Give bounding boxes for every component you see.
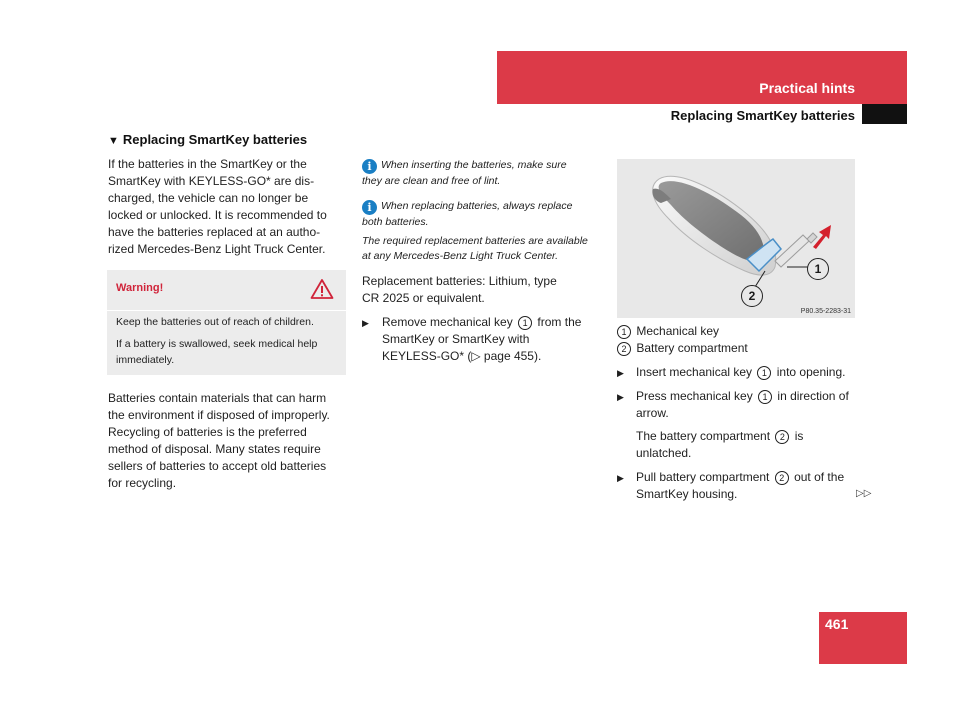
step-result-unlatched <box>636 428 862 462</box>
note-line: The required replacement batteries are available <box>362 235 588 247</box>
step-text: SmartKey housing. <box>636 487 738 501</box>
step-text: Press mechanical key <box>636 389 753 403</box>
warning-line: If a battery is swallowed, seek medical help <box>116 338 318 350</box>
note-clean-batteries <box>362 158 602 189</box>
bullet-arrow-icon: ▶ <box>617 368 624 378</box>
intro-line: SmartKey with KEYLESS-GO* are dis- <box>108 174 315 188</box>
header-black-tab <box>862 104 907 124</box>
replacement-line: CR 2025 or equivalent. <box>362 291 485 305</box>
environment-line: Recycling of batteries is the preferred <box>108 425 307 439</box>
warning-label: Warning! <box>116 282 164 294</box>
page-reference: KEYLESS-GO* (▷ page 455). <box>382 349 542 363</box>
step-text: in direction of <box>777 389 849 403</box>
replacement-batteries-text <box>362 273 602 307</box>
step-text: from the <box>537 315 582 329</box>
note-line: at any Mercedes-Benz Light Truck Center. <box>362 250 559 262</box>
step-text: The battery compartment <box>636 429 771 443</box>
bullet-arrow-icon: ▶ <box>362 318 369 328</box>
environment-line: Batteries contain materials that can harm <box>108 391 327 405</box>
section-title <box>108 132 307 147</box>
note-line: they are clean and free of lint. <box>362 175 501 187</box>
chapter-title: Practical hints <box>759 80 855 96</box>
step-text: Insert mechanical key <box>636 365 753 379</box>
callout-number: 2 <box>775 430 789 444</box>
step-pull-compartment <box>617 469 862 503</box>
intro-line: locked or unlocked. It is recommended to <box>108 208 327 222</box>
step-text: is <box>794 429 804 443</box>
header-red-band <box>497 51 907 104</box>
environment-line: sellers of batteries to accept old batteries <box>108 459 327 473</box>
warning-text-children: Keep the batteries out of reach of children. <box>116 316 314 328</box>
legend-item <box>617 323 857 340</box>
section-title-text: Replacing SmartKey batteries <box>122 132 308 147</box>
step-text: Remove mechanical key <box>382 315 513 329</box>
environment-line: the environment if disposed of improperly. <box>108 408 330 422</box>
step-insert-key <box>617 364 862 381</box>
intro-line: If the batteries in the SmartKey or the <box>108 157 307 171</box>
environment-line: method of disposal. Many states require <box>108 442 321 456</box>
intro-paragraph <box>108 156 348 258</box>
bullet-arrow-icon: ▶ <box>617 392 624 402</box>
warning-box <box>107 270 346 375</box>
note-line: When replacing batteries, always replace <box>381 200 573 212</box>
note-replace-both <box>362 199 602 230</box>
bullet-arrow-icon: ▶ <box>617 473 624 483</box>
replacement-line: Replacement batteries: Lithium, type <box>362 274 557 288</box>
intro-line: have the batteries replaced at an autho- <box>108 225 321 239</box>
warning-line: immediately. <box>116 354 175 366</box>
continued-marker: ▷▷ <box>856 488 872 499</box>
step-text: unlatched. <box>636 446 692 460</box>
section-running-head: Replacing SmartKey batteries <box>670 108 855 123</box>
warning-triangle-icon <box>310 278 334 300</box>
intro-line: charged, the vehicle can no longer be <box>108 191 309 205</box>
smartkey-figure <box>617 159 855 318</box>
info-icon: i <box>362 159 377 174</box>
legend-label: Battery compartment <box>636 341 748 355</box>
callout-number: 1 <box>617 325 631 339</box>
callout-number: 1 <box>758 390 772 404</box>
step-press-key <box>617 388 862 422</box>
figure-callout-1: 1 <box>807 258 829 280</box>
info-icon: i <box>362 200 377 215</box>
smartkey-illustration <box>617 159 855 318</box>
environment-line: for recycling. <box>108 476 177 490</box>
step-remove-key <box>362 314 602 365</box>
legend-label: Mechanical key <box>636 324 720 338</box>
step-text: arrow. <box>636 406 669 420</box>
step-text: Pull battery compartment <box>636 470 770 484</box>
environment-paragraph <box>108 390 348 492</box>
callout-number: 2 <box>775 471 789 485</box>
note-line: both batteries. <box>362 216 429 228</box>
triangle-down-icon: ▼ <box>108 135 119 147</box>
step-text: out of the <box>794 470 845 484</box>
note-availability <box>362 234 602 264</box>
figure-callout-2: 2 <box>741 285 763 307</box>
warning-text-swallow <box>116 336 341 368</box>
legend-item <box>617 340 857 357</box>
callout-number: 1 <box>757 366 771 380</box>
figure-legend <box>617 323 857 357</box>
callout-number: 2 <box>617 342 631 356</box>
page-number: 461 <box>825 616 849 632</box>
callout-number: 1 <box>518 316 532 330</box>
figure-code: P80.35-2283-31 <box>800 308 851 315</box>
step-text: into opening. <box>776 365 846 379</box>
note-line: When inserting the batteries, make sure <box>381 159 567 171</box>
intro-line: rized Mercedes-Benz Light Truck Center. <box>108 242 326 256</box>
warning-header <box>107 270 346 311</box>
step-text: SmartKey or SmartKey with <box>382 332 530 346</box>
